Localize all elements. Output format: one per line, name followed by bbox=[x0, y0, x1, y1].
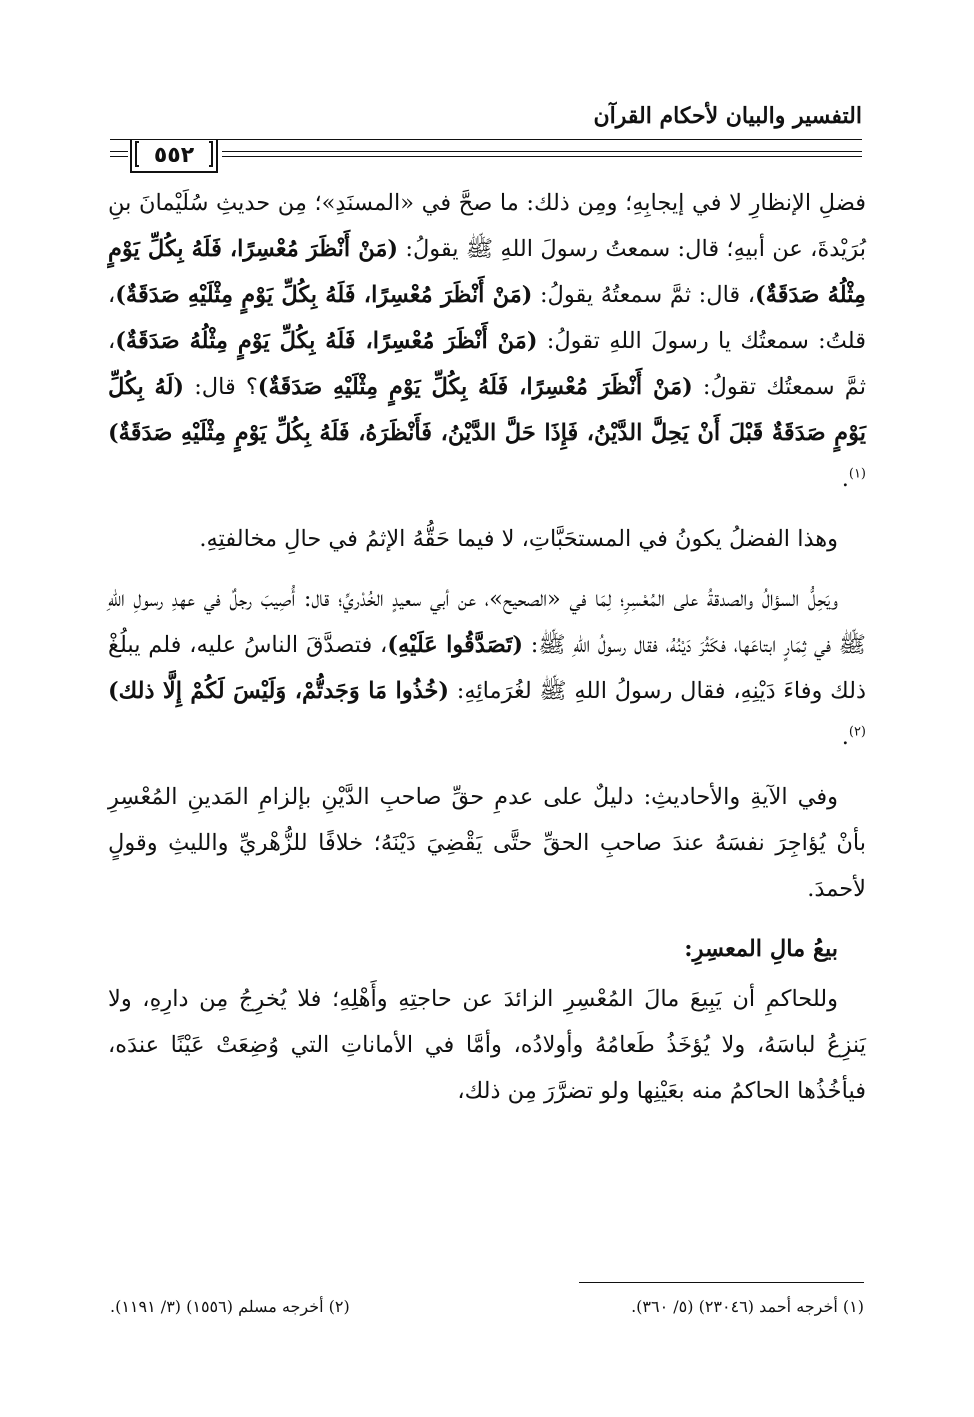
text-run: ، قلتُ: سمعتُك يا رسولَ اللهِ تقولُ: bbox=[108, 282, 866, 354]
text-run: فضلِ الإنظارِ لا في إيجابِهِ؛ ومِن ذلك: ما صحَّ في «المسنَدِ»؛ مِن حديثِ سُلَيْمانَ بنِ بُرَيْدةَ، عن أبيهِ؛ قال: سمعتُ رسولَ اللهِ ﷺ يقولُ: bbox=[108, 190, 866, 262]
text-run: ، فتصدَّقَ الناسُ عليه، فلم يبلُغْ ذلك وفاءَ دَيْنِهِ، فقال رسولُ اللهِ ﷺ لغُرَمائِهِ: bbox=[108, 632, 866, 704]
paragraph bbox=[108, 180, 866, 502]
hadith-quote: (خُذُوا مَا وَجَدتُّمْ، وَلَيْسَ لَكُمْ إِلَّا ذلك) bbox=[108, 678, 450, 704]
text-run: . bbox=[841, 466, 849, 492]
footnote-ref[interactable]: (٢) bbox=[848, 724, 866, 740]
paragraph: وللحاكمِ أن يَبِيعَ مالَ المُعْسِرِ الزائدَ عن حاجتِهِ وأَهْلِهِ؛ فلا يُخرِجُ مِن دارِهِ، ولا يَنزِعُ لباسَهُ، ولا يُؤخَذُ طَعامُهُ وأولادُه، وأمَّا في الأماناتِ التي وُضِعَتْ عَيْنًا عندَه، فيأخُذُها الحاكمُ منه بعَيْنِها ولو تضرَّرَ مِن ذلك، bbox=[108, 986, 866, 1104]
hadith-quote: (لَهُ بِكُلِّ يَوْمٍ صَدَقَةٌ قَبْلَ أَنْ يَحِلَّ الدَّيْنُ، فَإِذَا حَلَّ الدَّيْنُ، فَأَنْظَرَهُ، فَلَهُ بِكُلِّ يَوْمٍ مِثْلَيْهِ صَدَقَةٌ) bbox=[108, 374, 866, 446]
paragraph bbox=[108, 576, 866, 760]
text-run: ، قال: ثمَّ سمعتُهُ يقولُ: bbox=[532, 282, 756, 308]
text-run: . bbox=[841, 724, 849, 750]
paragraph: وهذا الفضلُ يكونُ في المستحَبَّاتِ، لا فيما حَقُّهُ الإثمُ في حالِ مخالفتِهِ. bbox=[199, 526, 838, 552]
hadith-quote: (تَصَدَّقُوا عَلَيْهِ) bbox=[387, 632, 524, 658]
bracket-ornament bbox=[209, 141, 213, 167]
footnote-rule bbox=[579, 1282, 864, 1283]
text-run: ، ثمَّ سمعتُك تقولُ: bbox=[108, 328, 867, 400]
running-title: التفسير والبيان لأحكام القرآن bbox=[593, 103, 862, 129]
text-run: ويَحِلُّ السؤالُ والصدقةُ على المُعْسِرِ؛ لِمَا في «الصحيح»، عن أبي سعيدٍ الخُدْريِّ؛ قال: أُصِيبَ رجلٌ في عهدِ رسولِ اللهِ ﷺ في ثِمَارٍ ابتاعَها، فكَثُرَ دَيْنُهُ، فقال رسولُ اللهِ ﷺ: bbox=[108, 586, 866, 658]
header-rule bbox=[222, 151, 862, 152]
hadith-quote: (مَنْ أَنْظَرَ مُعْسِرًا، فَلَهُ بِكُلِّ يَوْمٍ مِثْلَيْهِ صَدَقَةٌ) bbox=[115, 282, 533, 308]
hadith-quote: (مَنْ أَنْظَرَ مُعْسِرًا، فَلَهُ بِكُلِّ يَوْمٍ مِثْلَيْهِ صَدَقَةٌ) bbox=[257, 374, 693, 400]
main-text bbox=[108, 180, 866, 1128]
footnote-ref[interactable]: (١) bbox=[848, 466, 866, 482]
page-header bbox=[110, 95, 862, 168]
header-rule bbox=[222, 156, 862, 157]
page-number-box bbox=[130, 139, 218, 173]
footnote-2: (٢) أخرجه مسلم (١٥٥٦) (٣/ ١١٩١). bbox=[110, 1297, 350, 1316]
page-number: ٥٥٢ bbox=[153, 142, 195, 168]
text-run: ؟ قال: bbox=[184, 374, 258, 400]
footnote-1: (١) أخرجه أحمد (٢٣٠٤٦) (٥/ ٣٦٠). bbox=[631, 1297, 864, 1316]
header-rule bbox=[110, 139, 862, 140]
header-rule bbox=[110, 156, 128, 157]
paragraph: وفي الآيةِ والأحاديثِ: دليلٌ على عدمِ حقِّ صاحبِ الدَّيْنِ بإلزامِ المَدينِ المُعْسِرِ بأنْ يُؤاجِرَ نفسَهُ عندَ صاحبِ الحقِّ حتَّى يَقْضِيَ دَيْنَهُ؛ خلافًا للزُّهْريِّ والليثِ وقولٍ لأحمدَ. bbox=[108, 784, 866, 902]
hadith-quote: (مَنْ أَنْظَرَ مُعْسِرًا، فَلَهُ بِكُلِّ يَوْمٍ مِثْلُهُ صَدَقَةٌ) bbox=[108, 236, 866, 308]
hadith-quote: (مَنْ أَنْظَرَ مُعْسِرًا، فَلَهُ بِكُلِّ يَوْمٍ مِثْلُهُ صَدَقَةٌ) bbox=[115, 328, 538, 354]
bracket-ornament bbox=[135, 141, 139, 167]
header-rule bbox=[110, 151, 128, 152]
section-heading: بيعُ مالِ المعسِرِ: bbox=[684, 936, 838, 962]
footnotes bbox=[110, 1294, 864, 1320]
